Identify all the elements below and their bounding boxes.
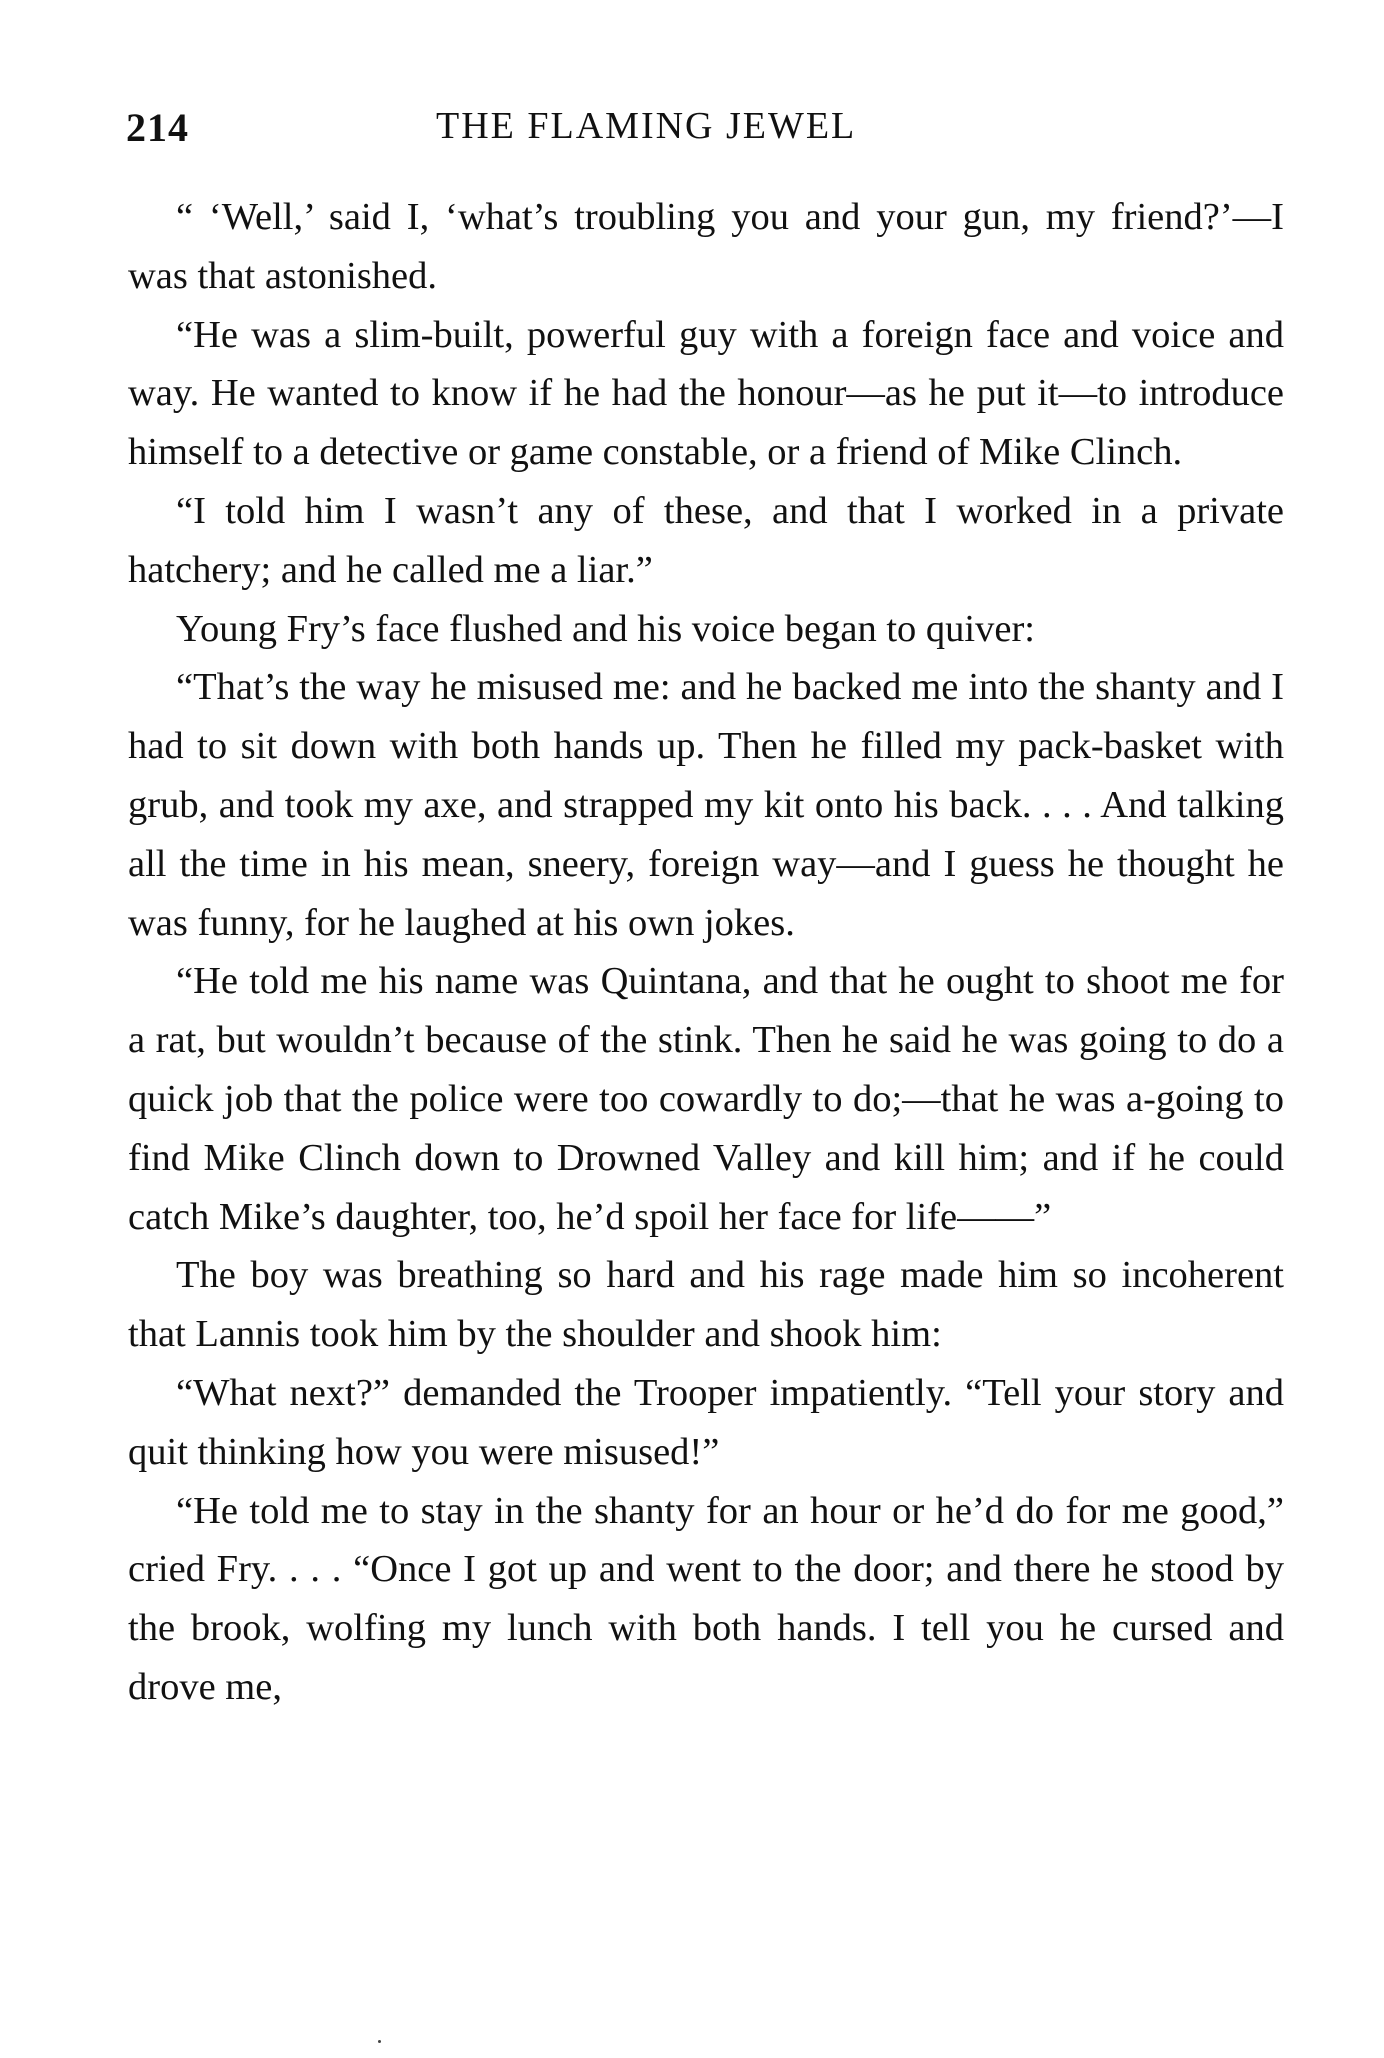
ink-speck <box>378 2040 381 2043</box>
page-number: 214 <box>126 105 189 150</box>
paragraph: “He was a slim-built, powerful guy with a foreign face and voice and way. He wanted to know if he had the honour—as he put it—to introduce himself to a detective or game constable, or a friend of Mike Clinch. <box>128 313 1284 474</box>
paragraph: “I told him I wasn’t any of these, and that I worked in a private hatchery; and he called me a liar.” <box>128 489 1284 591</box>
body-text <box>128 188 1284 1717</box>
paragraph: Young Fry’s face flushed and his voice began to quiver: <box>176 607 1035 650</box>
paragraph: “That’s the way he misused me: and he backed me into the shanty and I had to sit down with both hands up. Then he filled my pack-basket with grub, and took my axe, and strapped my kit onto his back. . . . And talking all the time in his mean, sneery, foreign way—and I guess he thought he was funny, for he laughed at his own jokes. <box>128 666 1284 944</box>
paragraph: “What next?” demanded the Trooper impatiently. “Tell your story and quit thinking how you were misused!” <box>128 1371 1284 1473</box>
paragraph: “He told me to stay in the shanty for an hour or he’d do for me good,” cried Fry. . . . “Once I got up and went to the door; and there he stood by the brook, wolfing my lunch with both hands. I tell you he cursed and drove me, <box>128 1489 1284 1708</box>
paragraph: “He told me his name was Quintana, and that he ought to shoot me for a rat, but wouldn’t because of the stink. Then he said he was going to do a quick job that the police were too cowardly to do;—that he was a-going to find Mike Clinch down to Drowned Valley and kill him; and if he could catch Mike’s daughter, too, he’d spoil her face for life——” <box>128 960 1284 1238</box>
paragraph: The boy was breathing so hard and his rage made him so incoherent that Lannis took him by the shoulder and shook him: <box>128 1254 1284 1356</box>
paragraph: “ ‘Well,’ said I, ‘what’s troubling you and your gun, my friend?’—I was that astonished. <box>128 196 1284 297</box>
page-header <box>126 104 1286 164</box>
running-title: THE FLAMING JEWEL <box>436 105 857 147</box>
